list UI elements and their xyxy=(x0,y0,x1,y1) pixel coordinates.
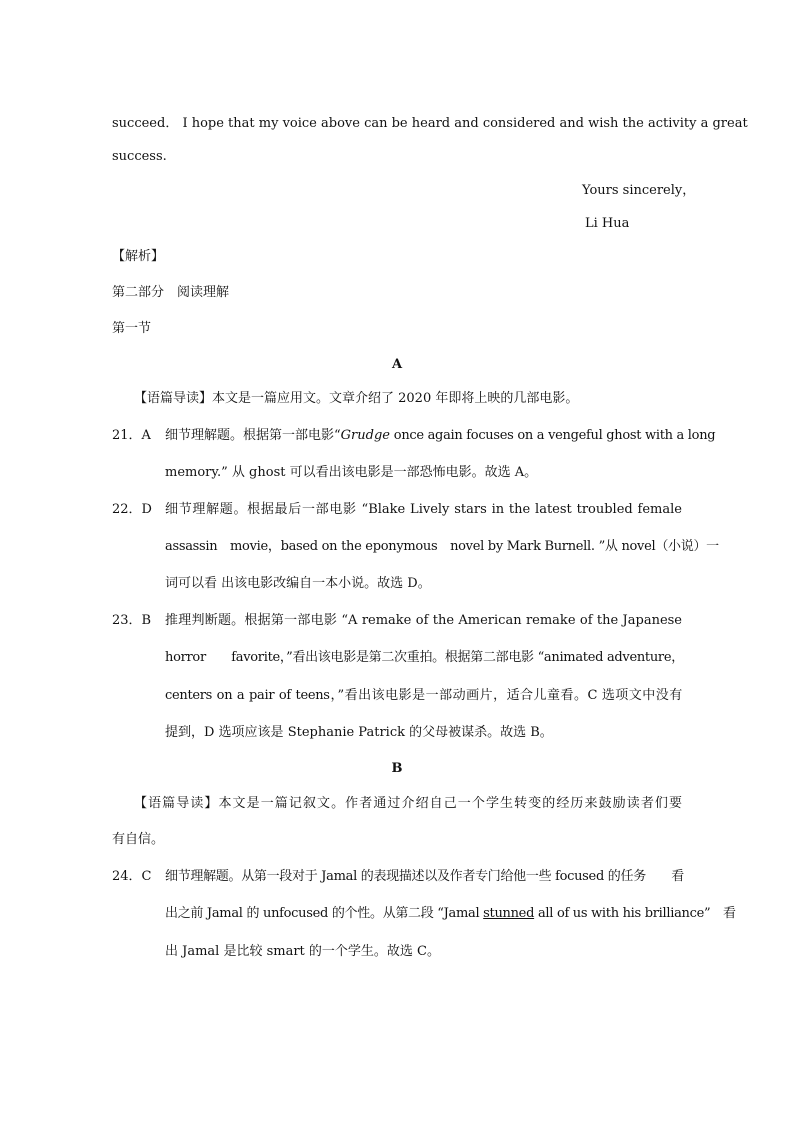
letter-line-1: succeed． I hope that my voice above can be heard and considered and wish the activity a great xyxy=(112,116,748,131)
question-number: 22．D xyxy=(112,502,152,517)
part-heading: 第二部分 阅读理解 xyxy=(112,285,230,300)
question-item-24 xyxy=(112,867,685,887)
question-explanation-line: 推理判断题。根据第一部电影 “A remake of the American remake of the Japanese xyxy=(165,613,682,628)
letter-signature: Li Hua xyxy=(585,216,630,231)
question-item-23 xyxy=(112,611,682,631)
question-explanation-line: 细节理解题。根据第一部电影“Grudge once again focuses on a vengeful ghost with a long xyxy=(165,428,716,443)
passage-a-guide: 【语篇导读】本文是一篇应用文。文章介绍了 2020 年即将上映的几部电影。 xyxy=(134,391,579,406)
question-explanation-line: 细节理解题。根据最后一部电影 “Blake Lively stars in the latest troubled female xyxy=(165,502,682,517)
letter-line-2: success. xyxy=(112,149,167,164)
question-explanation-line: 出之前 Jamal 的 unfocused 的个性。从第二段 “Jamal stunned all of us with his brilliance” 看 xyxy=(165,906,736,921)
question-number: 21．A xyxy=(112,428,151,443)
question-explanation-line: centers on a pair of teens，”看出该电影是一部动画片，适合儿童看。C 选项文中没有 xyxy=(165,688,682,703)
section-heading: 第一节 xyxy=(112,321,152,336)
letter-closing: Yours sincerely， xyxy=(582,183,696,198)
question-explanation-line: 细节理解题。从第一段对于 Jamal 的表现描述以及作者专门给他一些 focused 的任务 看 xyxy=(165,869,685,884)
passage-a-label: A xyxy=(391,357,403,372)
question-explanation-line: memory.” 从 ghost 可以看出该电影是一部恐怖电影。故选 A。 xyxy=(165,465,538,480)
question-item-22 xyxy=(112,500,682,520)
question-explanation-line: 提到，D 选项应该是 Stephanie Patrick 的父母被谋杀。故选 B。 xyxy=(165,725,553,740)
question-number: 24．C xyxy=(112,869,152,884)
question-item-21 xyxy=(112,426,716,446)
question-explanation-line: assassin movie，based on the eponymous novel by Mark Burnell. ”从 novel（小说）一 xyxy=(165,539,719,554)
question-explanation-line: horror favorite，”看出该电影是第二次重拍。根据第二部电影 “animated adventure， xyxy=(165,650,684,665)
underlined-word: stunned xyxy=(483,906,535,921)
passage-b-label: B xyxy=(391,761,403,776)
passage-b-guide: 【语篇导读】本文是一篇记叙文。作者通过介绍自己一个学生转变的经历来鼓励读者们要 xyxy=(134,796,682,811)
question-explanation-line: 词可以看 出该电影改编自一本小说。故选 D。 xyxy=(165,576,431,591)
question-number: 23．B xyxy=(112,613,152,628)
passage-b-guide-continued: 有自信。 xyxy=(112,832,165,847)
analysis-heading: 【解析】 xyxy=(112,249,165,264)
question-explanation-line: 出 Jamal 是比较 smart 的一个学生。故选 C。 xyxy=(165,944,440,959)
